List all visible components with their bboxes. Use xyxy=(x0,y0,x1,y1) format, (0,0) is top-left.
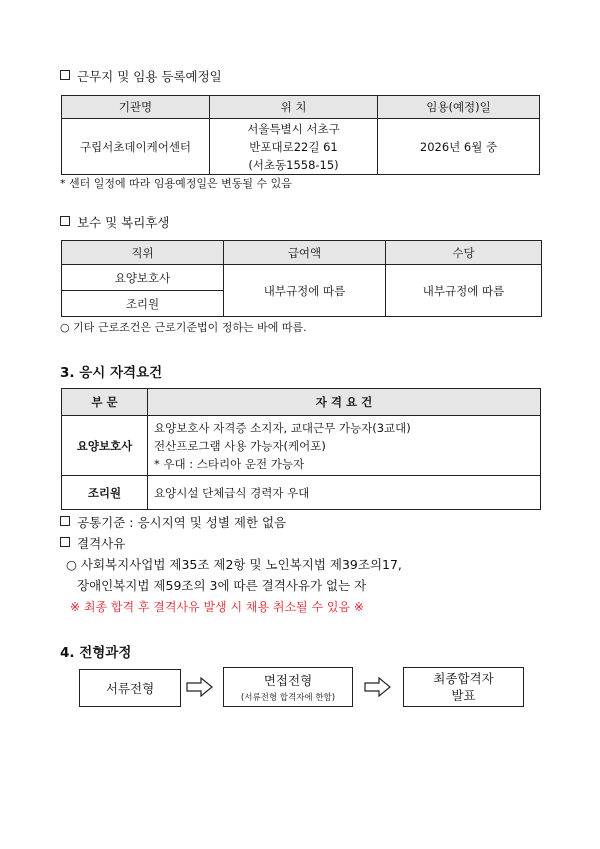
position-caregiver: 요양보호사 xyxy=(62,265,224,291)
reqs-caregiver xyxy=(148,416,541,476)
dept-caregiver: 요양보호사 xyxy=(62,416,148,476)
disqualification-line: ○ 사회복지사업법 제35조 제2항 및 노인복지법 제39조의17, xyxy=(66,557,402,572)
header-position: 직위 xyxy=(62,241,224,265)
arrow-right-icon xyxy=(364,677,392,697)
header-date: 임용(예정)일 xyxy=(378,96,540,119)
schedule-note: * 센터 일정에 따라 임용예정일은 변동될 수 있음 xyxy=(60,177,292,190)
section-title-process: 4. 전형과정 xyxy=(60,645,132,661)
common-criteria: 공통기준 : 응시지역 및 성별 제한 없음 xyxy=(60,513,286,531)
position-cook: 조리원 xyxy=(62,291,224,317)
workplace-table xyxy=(61,95,540,175)
header-department: 부 문 xyxy=(62,389,148,416)
checkbox-square-icon xyxy=(60,537,70,547)
header-allowance: 수당 xyxy=(386,241,542,265)
header-salary: 급여액 xyxy=(224,241,386,265)
work-conditions-note: ○ 기타 근로조건은 근로기준법이 정하는 바에 따름. xyxy=(60,321,307,334)
section-heading-workplace: 근무지 및 임용 등록예정일 xyxy=(60,67,222,85)
requirement-line: * 우대 : 스타리아 운전 가능자 xyxy=(154,456,305,471)
header-location: 위 치 xyxy=(210,96,378,119)
section-heading-pay: 보수 및 복리후생 xyxy=(60,213,169,231)
appointment-date: 2026년 6월 중 xyxy=(378,119,540,175)
step-interview: 면접전형 (서류전형 합격자에 한함) xyxy=(223,667,353,707)
address-line: 서울특별시 서초구 xyxy=(247,121,340,136)
salary-cell: 내부규정에 따름 xyxy=(224,265,386,317)
checkbox-square-icon xyxy=(60,516,70,526)
org-name: 구립서초데이케어센터 xyxy=(62,119,210,175)
address-line: (서초동1558-15) xyxy=(248,157,339,172)
allowance-cell: 내부규정에 따름 xyxy=(386,265,542,317)
checkbox-square-icon xyxy=(60,216,70,226)
checkbox-square-icon xyxy=(60,70,70,80)
interview-note: (서류전형 합격자에 한함) xyxy=(240,692,336,703)
header-requirements: 자 격 요 건 xyxy=(148,389,541,416)
cancellation-warning: ※ 최종 합격 후 결격사유 발생 시 채용 취소될 수 있음 ※ xyxy=(70,600,364,614)
section-title-qualifications: 3. 응시 자격요건 xyxy=(60,365,163,381)
requirement-line: 요양시설 단체급식 경력자 우대 xyxy=(154,485,310,500)
header-org: 기관명 xyxy=(62,96,210,119)
dept-cook: 조리원 xyxy=(62,476,148,510)
step-document-screening: 서류전형 xyxy=(79,669,181,707)
requirement-line: 요양보호사 자격증 소지자, 교대근무 가능자(3교대) xyxy=(154,420,411,435)
step-final-announcement: 최종합격자 발표 xyxy=(403,667,524,707)
reqs-cook xyxy=(148,476,541,510)
qualifications-table xyxy=(61,388,541,510)
requirement-line: 전산프로그램 사용 가능자(케어포) xyxy=(154,438,326,453)
disqualification-heading: 결격사유 xyxy=(60,534,125,552)
arrow-right-icon xyxy=(186,677,214,697)
address-line: 반포대로22길 61 xyxy=(249,139,338,154)
address-cell xyxy=(210,119,378,175)
disqualification-line: 장애인복지법 제59조의 3에 따른 결격사유가 없는 자 xyxy=(77,578,367,593)
pay-table xyxy=(61,240,542,317)
